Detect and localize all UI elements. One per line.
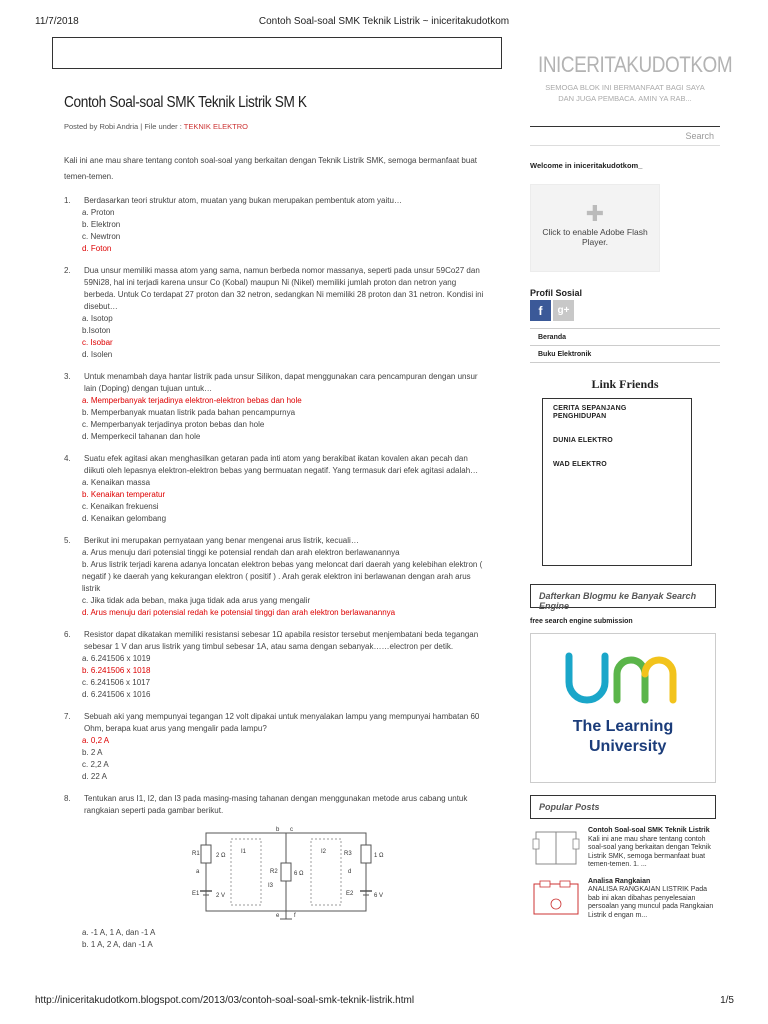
circuit-label: R1 [192,851,200,857]
answer-option: b. 1 A, 2 A, dan -1 A [82,940,153,949]
answer-option: d. 22 A [82,772,107,781]
sidebar [530,52,733,920]
circuit-diagram [186,823,386,923]
answer-option: c. Memperbanyak terjadinya proton bebas dan hole [82,420,265,429]
answer-option: a. Kenaikan massa [82,478,151,487]
circuit-label: b [276,827,280,833]
print-page-number: 1/5 [720,995,734,1006]
question-text: Tentukan arus I1, I2, dan I3 pada masing-masing tahanan dengan menggunakan metode arus cabang untuk rangkaian seperti pada gambar berikut. [84,794,468,815]
question-item [64,265,484,361]
answer-option: a. Proton [82,208,115,217]
question-item [64,195,484,255]
um-line2: University [589,738,667,755]
question-number: 5. [64,536,71,545]
question-item [64,629,484,701]
print-date: 11/7/2018 [35,16,79,27]
question-number: 2. [64,266,71,275]
answer-option: d. 6.241506 x 1016 [82,690,151,699]
search-button[interactable]: Search [685,131,714,141]
answer-option: c. 6.241506 x 1017 [82,678,151,687]
free-search-engine-link[interactable]: free search engine submission [530,618,633,625]
answer-option: b. 2 A [82,748,103,757]
circuit-label: 6 V [374,893,384,899]
answer-option: c. Kenaikan frekuensi [82,502,159,511]
answer-option: c. 2,2 A [82,760,109,769]
answer-option: b. Memperbanyak muatan listrik pada bahan pencampurnya [82,408,296,417]
post-meta: Posted by Robi Andria | File under : TEKNIK ELEKTRO [64,122,248,131]
answer-option: b. Arus listrik terjadi karena adanya loncatan elektron bebas yang meloncat dari daerah yang kelebihan elektron ( negatif ) ke daerah yang kekurangan elektron ( positif ) . Arah gerak elektron ini berlawanan dengan arah arus listrik [82,560,483,593]
question-text: Berikut ini merupakan pernyataan yang benar mengenai arus listrik, kecuali… [84,536,359,545]
nav-buku-elektronik[interactable]: Buku Elektronik [530,346,720,363]
circuit-label: I2 [321,849,327,855]
question-item [64,711,484,783]
flash-placeholder[interactable]: ✚ Click to enable Adobe Flash Player. [530,184,660,272]
circuit-label: d [348,869,352,875]
print-title: Contoh Soal-soal SMK Teknik Listrik ~ iniceritakudotkom [258,16,510,27]
question-text: Resistor dapat dikatakan memiliki resistansi sebesar 1Ω apabila resistor tersebut menjembatani beda tegangan sebesar 1 V dan arus listrik yang timbul sebesar 1A, atau sama dengan sebanyak……electron per detik. [84,630,479,651]
circuit-label: R3 [344,851,352,857]
question-text: Untuk menambah daya hantar listrik pada unsur Silikon, dapat menggunakan cara pencampuran dengan unsur lain (Doping) dengan tujuan untuk… [84,372,478,393]
print-url: http://iniceritakudotkom.blogspot.com/2013/03/contoh-soal-soal-smk-teknik-listrik.html [35,995,415,1006]
circuit-label: I3 [268,883,274,889]
profil-sosial-title: Profil Sosial [530,288,583,298]
question-number: 4. [64,454,71,463]
circuit-label: 6 Ω [294,871,304,877]
answer-option: b. Kenaikan temperatur [82,490,166,499]
circuit-label: E1 [192,891,200,897]
blog-tagline: SEMOGA BLOK INI BERMANFAAT BAGI SAYA DAN JUGA PEMBACA. AMIN YA RAB... [545,83,705,103]
puzzle-icon: ✚ [585,201,605,226]
answer-option: d. Kenaikan gelombang [82,514,167,523]
circuit-thumbnail-icon [530,878,582,920]
answer-option: c. Jika tidak ada beban, maka juga tidak ada arus yang mengalir [82,596,311,605]
question-number: 1. [64,196,71,205]
category-link[interactable]: TEKNIK ELEKTRO [183,122,248,131]
question-text: Suatu efek agitasi akan menghasilkan getaran pada inti atom yang berakibat ikatan kovalen akan pecah dan diikuti oleh lepasnya elektron-elektron bebas yang bermuatan negatif. Yang termasuk dari efek agitasi adalah… [84,454,479,475]
top-banner-box [52,37,502,69]
answer-option: a. Isotop [82,314,113,323]
question-text: Sebuah aki yang mempunyai tegangan 12 volt dipakai untuk menyalakan lampu yang mempunyai hambatan 60 Ohm, berapa kuat arus yang mengalir pada lampu? [84,712,480,733]
answer-option: a. Arus menuju dari potensial tinggi ke potensial rendah dan arah elektron berlawanannya [82,548,400,557]
popular-post[interactable] [530,878,720,921]
answer-option: a. 6.241506 x 1019 [82,654,151,663]
circuit-label: f [294,913,296,919]
question-number: 7. [64,712,71,721]
circuit-label: e [276,913,280,919]
circuit-label: c [290,827,293,833]
answer-option: c. Isobar [82,338,113,347]
nav-links [530,328,720,363]
facebook-icon[interactable]: f [530,300,551,321]
question-item [64,371,484,443]
circuit-thumbnail-icon [530,827,582,869]
welcome-text: Welcome in iniceritakudotkom_ [530,161,643,170]
link-friends-title: Link Friends [591,377,659,391]
friend-link[interactable]: DUNIA ELEKTRO [553,437,613,444]
question-item [64,793,484,951]
popular-post-title[interactable]: Contoh Soal-soal SMK Teknik Listrik [588,827,710,834]
search-engine-widget-title: Dafterkan Blogmu ke Banyak Search Engine [530,584,716,608]
google-plus-icon[interactable]: g+ [553,300,574,321]
question-list [64,195,484,951]
answer-option: d. Memperkecil tahanan dan hole [82,432,201,441]
question-item [64,453,484,525]
question-number: 3. [64,372,71,381]
question-item [64,535,484,619]
answer-option: b. Elektron [82,220,121,229]
search-bar[interactable] [530,126,720,146]
social-icons [530,300,720,321]
circuit-label: E2 [346,891,354,897]
question-number: 6. [64,630,71,639]
question-text: Dua unsur memiliki massa atom yang sama, namun berbeda nomor massanya, seperti pada unsur 59Co27 dan 59Ni28, hal ini terjadi karena unsur Co (Kobal) maupun Ni (Nikel) memiliki jumlah proton dan netron yang berbeda. Untuk Co terdapat 27 proton dan 32 netron, sedangkan Ni memiliki 28 proton dan 31 netron. Kondisi ini disebut… [84,266,484,311]
circuit-label: I1 [241,849,247,855]
answer-option: d. Arus menuju dari potensial redah ke potensial tinggi dan arah elektron berlawanannya [82,608,396,617]
post-title[interactable]: Contoh Soal-soal SMK Teknik Listrik SM K [64,94,307,111]
answer-option: a. 0,2 A [82,736,110,745]
circuit-label: a [196,869,200,875]
popular-post-title[interactable]: Analisa Rangkaian [588,877,651,885]
nav-beranda[interactable]: Beranda [530,329,720,346]
answer-option: d. Isolen [82,350,113,359]
circuit-label: R2 [270,869,278,875]
circuit-label: 1 Ω [374,853,384,859]
popular-post-snippet: ANALISA RANGKAIAN LISTRIK Pada bab ini akan dibahas penyelesaian persoalan yang muncul pada Rangkaian Listrik d engan m... [588,886,714,919]
answer-option: c. Newtron [82,232,121,241]
circuit-label: 2 Ω [216,853,226,859]
answer-option: d. Foton [82,244,112,253]
post-main [64,94,484,951]
popular-posts-title: Popular Posts [530,795,716,819]
question-number: 8. [64,794,71,803]
friend-link[interactable]: CERITA SEPANJANG PENGHIDUPAN [553,405,627,420]
answer-option: b. 6.241506 x 1018 [82,666,151,675]
question-text: Berdasarkan teori struktur atom, muatan yang bukan merupakan pembentuk atom yaitu… [84,196,402,205]
um-logo-icon [561,648,687,708]
link-friends-box [542,398,692,566]
popular-post[interactable] [530,827,720,870]
circuit-label: 2 V [216,893,226,899]
answer-option: a. Memperbanyak terjadinya elektron-elektron bebas dan hole [82,396,302,405]
popular-post-snippet: Kali ini ane mau share tentang contoh soal-soal yang berkaitan dengan Teknik Listrik SMK, semoga bermanfaat buat temen-temen. 1. ... [588,835,711,868]
um-banner[interactable] [530,633,716,783]
answer-option: b.Isoton [82,326,111,335]
blog-name[interactable]: INICERITAKUDOTKOM [538,52,733,77]
friend-link[interactable]: WAD ELEKTRO [553,461,607,468]
post-intro: Kali ini ane mau share tentang contoh soal-soal yang berkaitan dengan Teknik Listrik SMK, semoga bermanfaat buat temen-temen. [64,156,477,181]
um-line1: The Learning [572,718,674,735]
answer-option: a. -1 A, 1 A, dan -1 A [82,928,156,937]
